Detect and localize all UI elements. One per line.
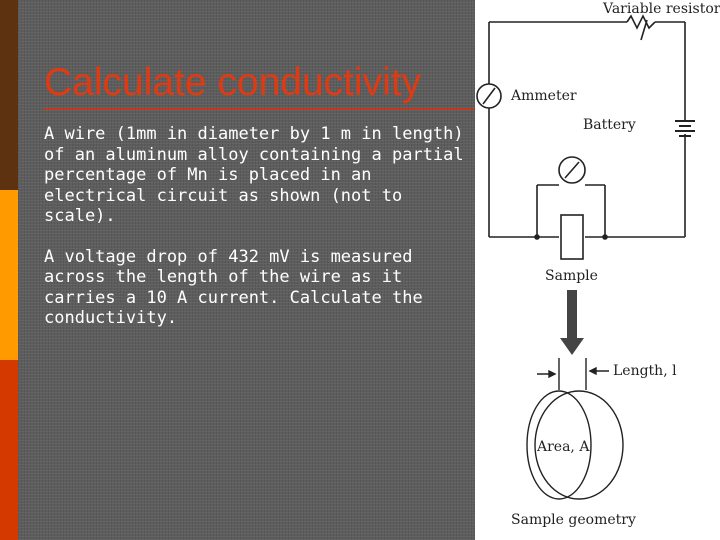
sample-label: Sample xyxy=(545,268,598,284)
accent-band-bottom xyxy=(0,360,18,540)
problem-paragraph-setup: A wire (1mm in diameter by 1 m in length) of an aluminum alloy containing a partial percentage of Mn is placed in an electrical circuit as shown (not to scale). xyxy=(44,124,464,226)
accent-band-top xyxy=(0,0,18,190)
sample-geometry-label: Sample geometry xyxy=(511,512,636,528)
area-label: Area, A xyxy=(537,439,590,455)
title-underline xyxy=(44,108,474,110)
circuit-diagram-panel xyxy=(475,0,720,540)
variable-resistor-label: Variable resistor xyxy=(603,1,720,17)
accent-band-middle xyxy=(0,190,18,360)
problem-text xyxy=(44,124,474,349)
circuit-diagram xyxy=(475,0,720,540)
battery-label: Battery xyxy=(583,117,636,133)
ammeter-label: Ammeter xyxy=(511,88,577,104)
problem-paragraph-question: A voltage drop of 432 mV is measured across the length of the wire as it carries a 10 A current. Calculate the conductivity. xyxy=(44,246,423,328)
length-label: Length, l xyxy=(613,363,677,379)
slide-title: Calculate conductivity xyxy=(44,61,422,104)
